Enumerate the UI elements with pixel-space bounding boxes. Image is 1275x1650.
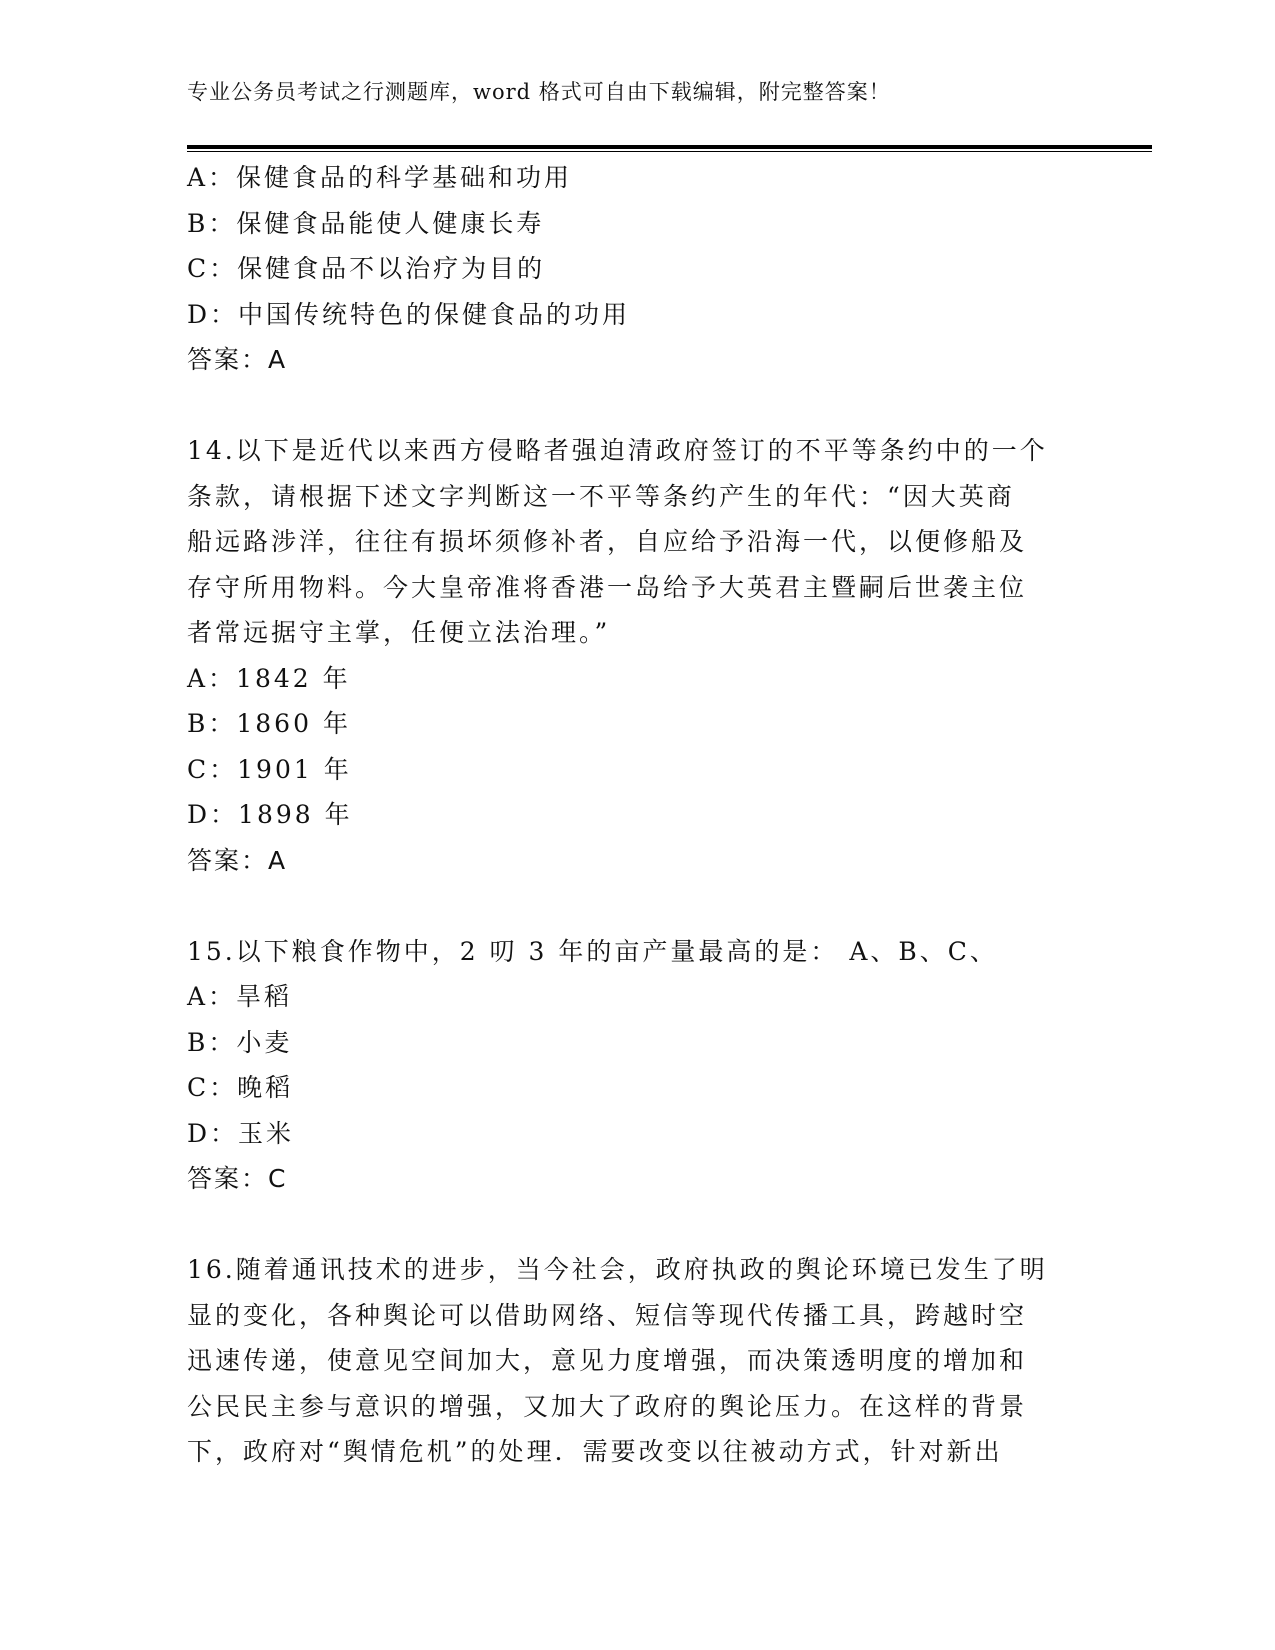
option-b: B：保健食品能使人健康长寿 xyxy=(187,208,545,238)
spacer xyxy=(187,1202,1087,1248)
option-c: C：1901 年 xyxy=(187,754,352,784)
question-content xyxy=(187,155,1087,1475)
spacer xyxy=(187,883,1087,929)
question-16 xyxy=(187,1247,1087,1475)
question-stem-line: 16.随着通讯技术的进步，当今社会，政府执政的舆论环境已发生了明 xyxy=(187,1255,1048,1284)
question-stem-line: 15.以下粮食作物中，2 叨 3 年的亩产量最高的是： A、B、C、 xyxy=(187,936,998,966)
page-header: 专业公务员考试之行测题库，word 格式可自由下载编辑，附完整答案！ xyxy=(187,80,891,104)
option-d: D：1898 年 xyxy=(187,800,353,829)
question-14 xyxy=(187,428,1087,883)
question-stem-line: 显的变化，各种舆论可以借助网络、短信等现代传播工具，跨越时空 xyxy=(187,1300,1028,1330)
option-a: A：旱稻 xyxy=(187,982,293,1011)
question-13 xyxy=(187,155,1087,383)
option-a: A：1842 年 xyxy=(187,663,351,693)
question-stem-line: 者常远据守主掌，任便立法治理。” xyxy=(187,618,611,647)
spacer xyxy=(187,383,1087,429)
option-b: B：1860 年 xyxy=(187,709,351,738)
header-rule-thick xyxy=(187,145,1152,149)
answer: 答案：A xyxy=(187,845,288,875)
question-stem-line: 14.以下是近代以来西方侵略者强迫清政府签订的不平等条约中的一个 xyxy=(187,436,1048,465)
question-stem-line: 条款，请根据下述文字判断这一不平等条约产生的年代：“因大英商 xyxy=(187,481,1015,511)
option-d: D：玉米 xyxy=(187,1118,295,1148)
question-15 xyxy=(187,929,1087,1202)
answer: 答案：A xyxy=(187,345,288,374)
question-stem-line: 迅速传递，使意见空间加大，意见力度增强，而决策透明度的增加和 xyxy=(187,1346,1028,1375)
question-stem-line: 下，政府对“舆情危机”的处理．需要改变以往被动方式，针对新出 xyxy=(187,1437,1003,1466)
option-d: D：中国传统特色的保健食品的功用 xyxy=(187,299,631,329)
question-stem-line: 公民民主参与意识的增强，又加大了政府的舆论压力。在这样的背景 xyxy=(187,1391,1028,1421)
option-c: C：保健食品不以治疗为目的 xyxy=(187,254,546,283)
option-b: B：小麦 xyxy=(187,1027,293,1057)
question-stem-line: 船远路涉洋，往往有损坏须修补者，自应给予沿海一代，以便修船及 xyxy=(187,527,1028,556)
answer: 答案：C xyxy=(187,1164,288,1193)
question-stem-line: 存守所用物料。今大皇帝准将香港一岛给予大英君主暨嗣后世袭主位 xyxy=(187,572,1028,602)
header-rule-thin xyxy=(187,151,1152,152)
option-c: C：晚稻 xyxy=(187,1073,294,1102)
option-a: A：保健食品的科学基础和功用 xyxy=(187,163,573,192)
